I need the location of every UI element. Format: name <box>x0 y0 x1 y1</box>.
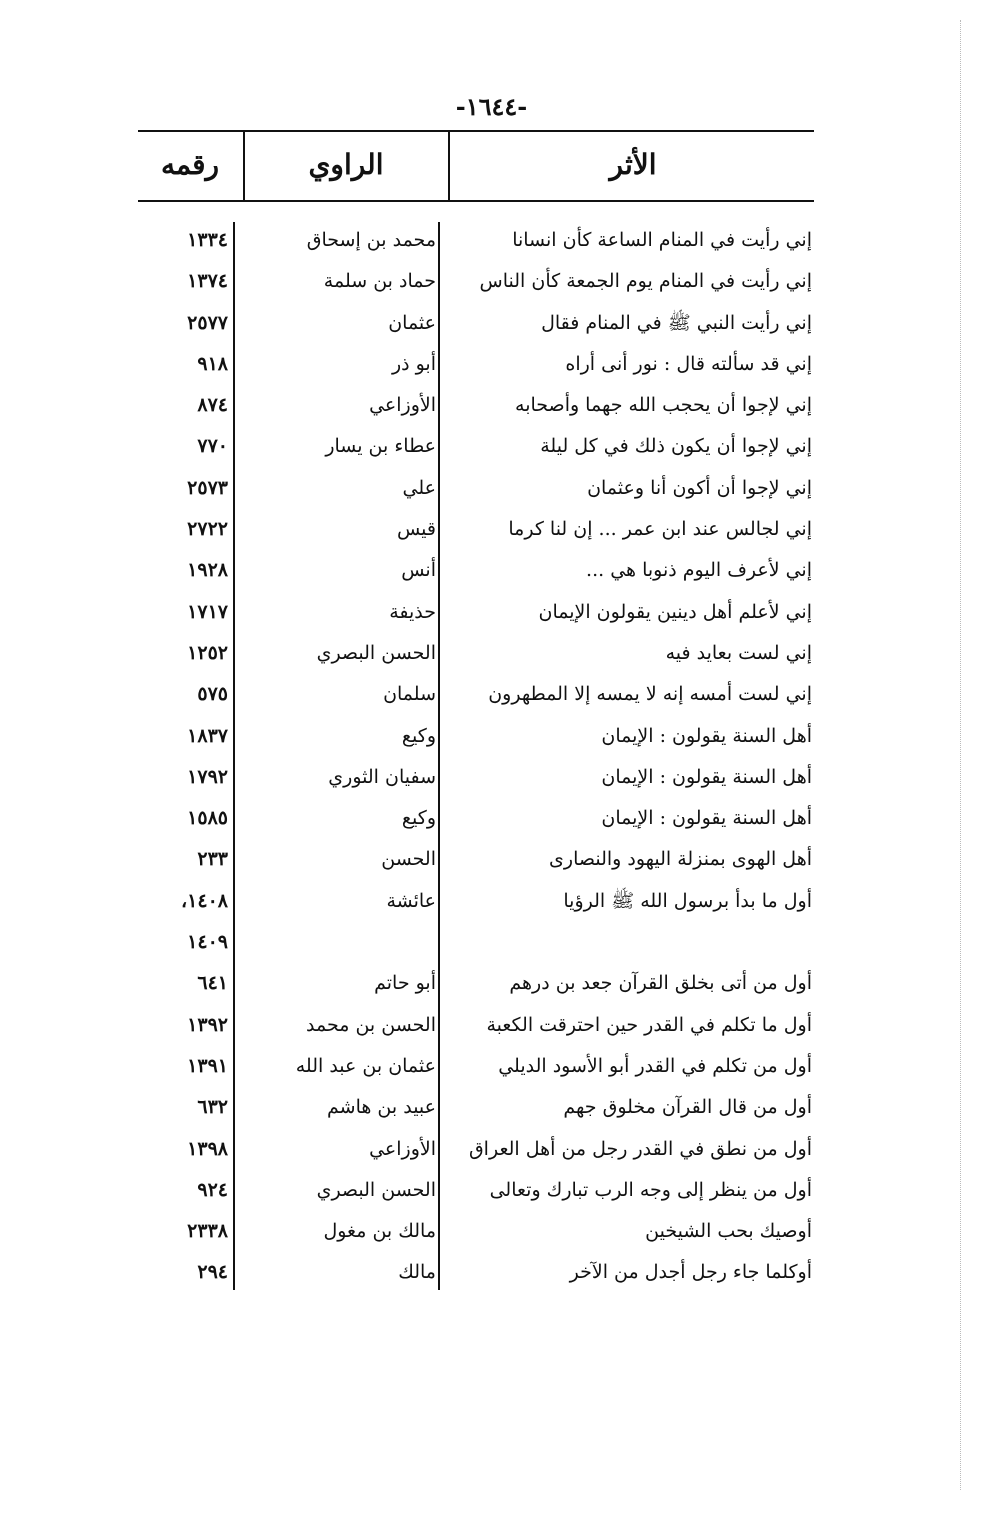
table-row <box>140 922 814 963</box>
raqm-cell: ٢٣٣٨ <box>187 1220 228 1243</box>
athar-cell: أول من تكلم في القدر أبو الأسود الديلي <box>498 1054 812 1077</box>
table-row <box>140 839 814 880</box>
raqm-cell: ٢٩٤ <box>197 1261 228 1284</box>
athar-cell: إني رأيت في المنام الساعة كأن انسانا <box>512 229 812 251</box>
raqm-cell: ١٣٩٨ <box>187 1137 228 1160</box>
table-row <box>140 261 814 302</box>
rawi-cell: عبيد بن هاشم <box>327 1096 436 1119</box>
table-row <box>140 674 814 715</box>
table-row <box>140 1005 814 1046</box>
athar-cell: إني لجالس عند ابن عمر ... إن لنا كرما <box>508 518 812 541</box>
raqm-cell: ٩٢٤ <box>197 1178 228 1201</box>
raqm-cell: ١٣٩٢ <box>187 1013 228 1036</box>
table-row <box>140 220 814 261</box>
table-row <box>140 468 814 509</box>
table-row <box>140 1252 814 1293</box>
athar-cell: إني رأيت النبي ﷺ في المنام فقال <box>541 311 812 334</box>
rawi-cell: الأوزاعي <box>369 1137 436 1160</box>
raqm-cell: ١٧١٧ <box>187 600 228 623</box>
table-row <box>140 963 814 1004</box>
header-divider-left <box>243 132 245 200</box>
rawi-cell: حذيفة <box>389 600 436 623</box>
rawi-cell: الحسن البصري <box>316 641 436 664</box>
table-row <box>140 1087 814 1128</box>
index-table <box>140 220 814 1294</box>
athar-cell: أول من ينظر إلى وجه الرب تبارك وتعالى <box>489 1178 812 1201</box>
rawi-cell: الحسن البصري <box>316 1178 436 1201</box>
rawi-cell: الأوزاعي <box>369 394 436 417</box>
table-row <box>140 385 814 426</box>
table-row <box>140 592 814 633</box>
athar-cell: أول من نطق في القدر رجل من أهل العراق <box>468 1137 812 1160</box>
rawi-cell: أبو حاتم <box>374 972 436 995</box>
athar-cell: إني لست بعايد فيه <box>665 641 812 664</box>
rawi-cell: حماد بن سلمة <box>323 270 436 293</box>
top-rule <box>138 130 814 132</box>
athar-cell: إني لست أمسه إنه لا يمسه إلا المطهرون <box>488 683 812 706</box>
athar-cell: إني لأعلم أهل دينين يقولون الإيمان <box>538 600 812 623</box>
header-rule <box>138 200 814 202</box>
rawi-cell: سفيان الثوري <box>328 765 436 788</box>
table-row <box>140 798 814 839</box>
rawi-cell: محمد بن إسحاق <box>306 229 436 251</box>
athar-cell: إني لإجوا أن أكون أنا وعثمان <box>587 476 812 499</box>
rawi-cell: الحسن بن محمد <box>306 1013 436 1036</box>
table-row <box>140 426 814 467</box>
athar-cell: أهل السنة يقولون : الإيمان <box>601 765 812 788</box>
raqm-cell: ١٤٠٩ <box>187 931 228 954</box>
rawi-cell: سلمان <box>383 683 436 706</box>
raqm-cell: ١٤٠٨، <box>181 889 228 912</box>
raqm-cell: ١٥٨٥ <box>187 807 228 830</box>
table-row <box>140 1170 814 1211</box>
athar-cell: أول ما تكلم في القدر حين احترقت الكعبة <box>486 1013 812 1036</box>
table-row <box>140 757 814 798</box>
raqm-cell: ١٣٣٤ <box>187 229 228 251</box>
raqm-cell: ٢٣٣ <box>197 848 228 871</box>
table-row <box>140 1211 814 1252</box>
rawi-cell: أبو ذر <box>391 352 436 375</box>
raqm-cell: ٦٤١ <box>197 972 228 995</box>
athar-cell: أهل السنة يقولون : الإيمان <box>601 724 812 747</box>
rawi-cell: الحسن <box>381 848 436 871</box>
athar-cell: أهل السنة يقولون : الإيمان <box>601 807 812 830</box>
raqm-cell: ٦٣٢ <box>197 1096 228 1119</box>
athar-cell: إني لإجوا أن يكون ذلك في كل ليلة <box>540 435 812 458</box>
header-raqm: رقمه <box>160 148 220 181</box>
athar-cell: أهل الهوى بمنزلة اليهود والنصارى <box>549 848 812 871</box>
athar-cell: أول من أتى بخلق القرآن جعد بن درهم <box>509 972 812 995</box>
header-rawi: الراوي <box>308 148 384 181</box>
rawi-cell: مالك <box>398 1261 436 1284</box>
athar-cell: أوصيك بحب الشيخين <box>645 1220 812 1243</box>
raqm-cell: ٢٥٧٣ <box>187 476 228 499</box>
athar-cell: أول ما بدأ برسول الله ﷺ الرؤيا <box>563 889 812 912</box>
athar-cell: أوكلما جاء رجل أجدل من الآخر <box>569 1261 812 1284</box>
rawi-cell: عثمان بن عبد الله <box>295 1054 436 1077</box>
page-number: -١٦٤٤- <box>455 92 528 121</box>
rawi-cell: عائشة <box>386 889 436 912</box>
raqm-cell: ٥٧٥ <box>197 683 228 706</box>
table-row <box>140 344 814 385</box>
rawi-cell: عثمان <box>388 311 436 334</box>
rawi-cell: أنس <box>401 559 436 582</box>
raqm-cell: ١٩٢٨ <box>187 559 228 582</box>
raqm-cell: ٨٧٤ <box>197 394 228 417</box>
table-row <box>140 1129 814 1170</box>
margin-line <box>960 20 961 1490</box>
athar-cell: إني لإجوا أن يحجب الله جهما وأصحابه <box>515 394 812 417</box>
header-athar: الأثر <box>609 148 657 181</box>
table-row <box>140 303 814 344</box>
table-row <box>140 716 814 757</box>
table-row <box>140 509 814 550</box>
athar-cell: إني قد سألته قال : نور أنى أراه <box>565 352 812 375</box>
rawi-cell: قيس <box>396 518 436 541</box>
raqm-cell: ٩١٨ <box>197 352 228 375</box>
table-row <box>140 1046 814 1087</box>
athar-cell: أول من قال القرآن مخلوق جهم <box>563 1096 812 1119</box>
table-row <box>140 633 814 674</box>
table-row <box>140 881 814 922</box>
rawi-cell: مالك بن مغول <box>323 1220 436 1243</box>
raqm-cell: ١٧٩٢ <box>187 765 228 788</box>
athar-cell: إني لأعرف اليوم ذنوبا هي ... <box>586 559 812 582</box>
rawi-cell: علي <box>402 476 436 499</box>
raqm-cell: ٧٧٠ <box>197 435 228 458</box>
header-divider-right <box>448 132 450 200</box>
table-row <box>140 550 814 591</box>
raqm-cell: ٢٥٧٧ <box>187 311 228 334</box>
raqm-cell: ١٣٩١ <box>187 1054 228 1077</box>
raqm-cell: ٢٧٢٢ <box>187 518 228 541</box>
rawi-cell: وكيع <box>401 724 436 747</box>
raqm-cell: ١٨٣٧ <box>187 724 228 747</box>
raqm-cell: ١٢٥٢ <box>187 641 228 664</box>
rawi-cell: وكيع <box>401 807 436 830</box>
raqm-cell: ١٣٧٤ <box>187 270 228 293</box>
athar-cell: إني رأيت في المنام يوم الجمعة كأن الناس <box>479 270 812 293</box>
rawi-cell: عطاء بن يسار <box>325 435 436 458</box>
